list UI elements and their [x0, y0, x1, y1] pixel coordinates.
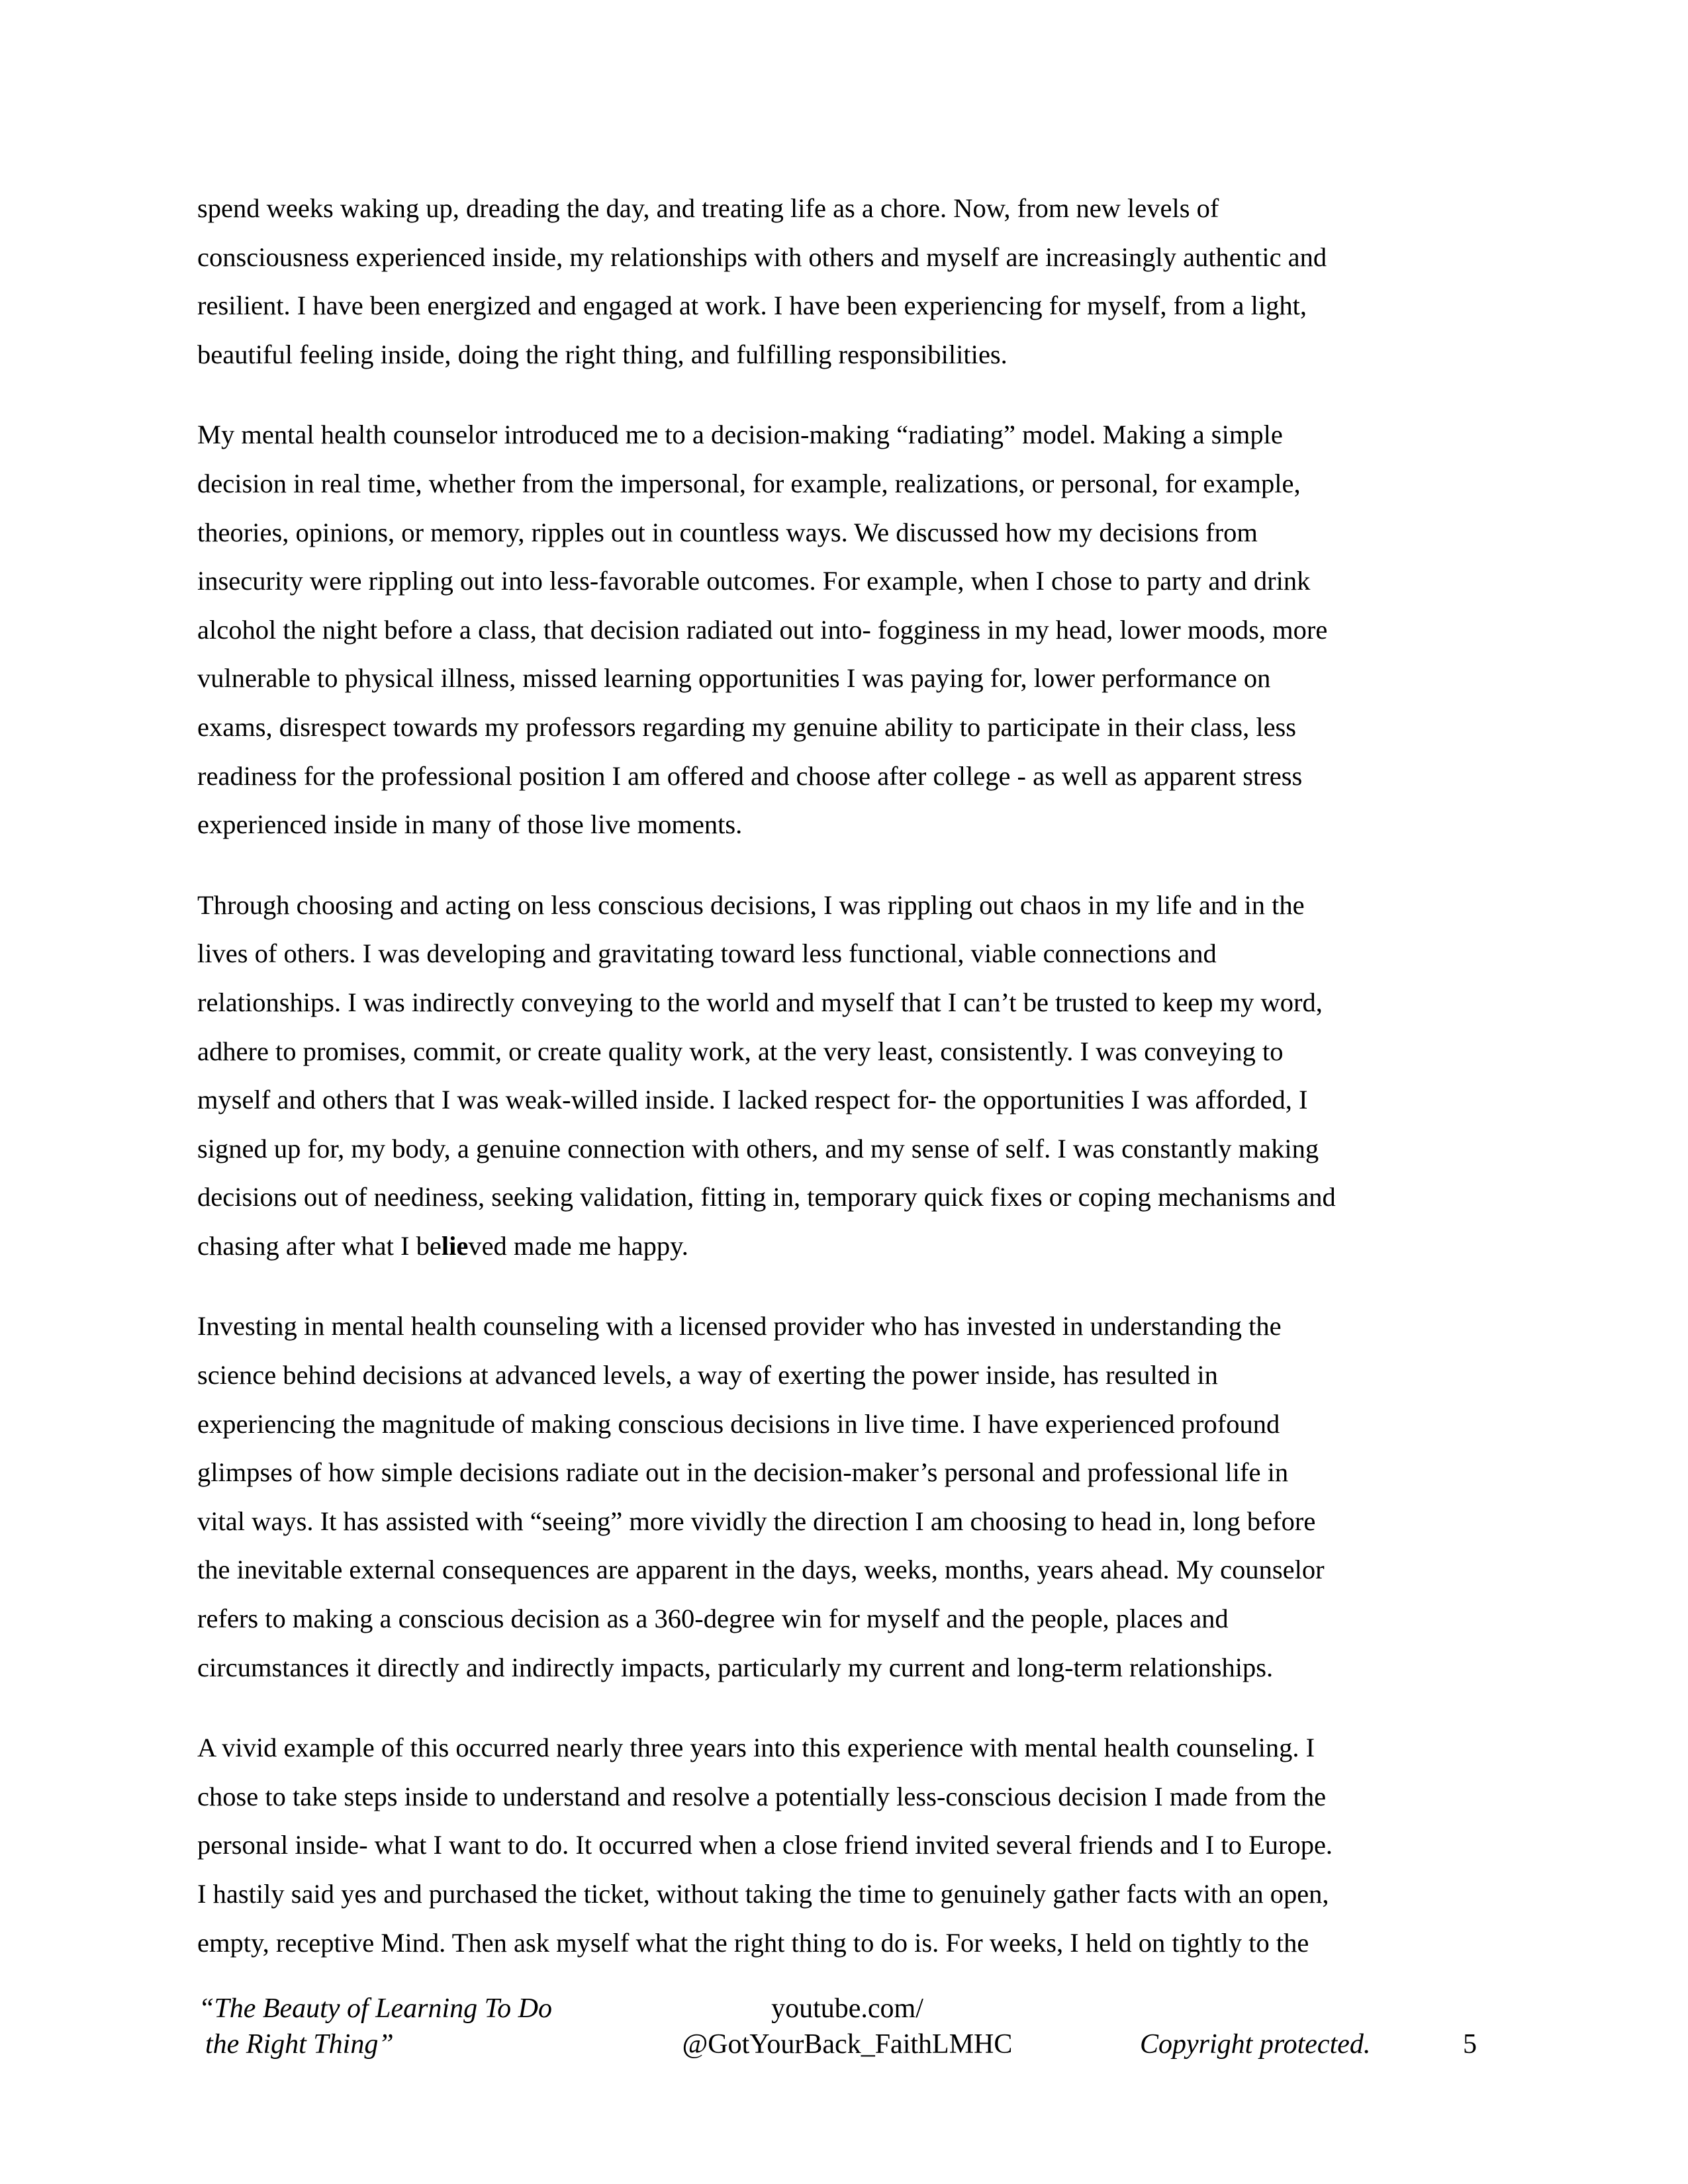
text-run: resilient. I have been energized and engaged at work. I have been experiencing for myself, from a light,	[197, 291, 1307, 321]
text-line	[197, 1351, 1495, 1400]
text-run: ved made me happy.	[468, 1230, 688, 1261]
paragraph-5	[197, 1723, 1495, 1967]
text-line	[197, 281, 1495, 330]
text-line	[197, 703, 1495, 752]
text-run: My mental health counselor introduced me to a decision-making “radiating” model. Making a simple	[197, 420, 1283, 450]
text-line	[197, 606, 1495, 655]
text-run: I hastily said yes and purchased the ticket, without taking the time to genuinely gather facts with an open,	[197, 1879, 1329, 1909]
text-line	[197, 1124, 1495, 1173]
text-run: chose to take steps inside to understand and resolve a potentially less-conscious decision I made from the	[197, 1781, 1327, 1811]
footer-book-title	[199, 1991, 552, 2062]
text-run: consciousness experienced inside, my relationships with others and myself are increasingly authentic and	[197, 242, 1327, 272]
text-line	[197, 508, 1495, 557]
text-line	[197, 410, 1495, 459]
text-line	[197, 557, 1495, 606]
text-run: experiencing the magnitude of making conscious decisions in live time. I have experienced profound	[197, 1408, 1280, 1439]
text-run: signed up for, my body, a genuine connection with others, and my sense of self. I was constantly making	[197, 1133, 1319, 1163]
text-run: personal inside- what I want to do. It occurred when a close friend invited several friends and I to Europe.	[197, 1830, 1333, 1860]
text-run: refers to making a conscious decision as a 360-degree win for myself and the people, places and	[197, 1604, 1229, 1634]
text-line	[197, 1497, 1495, 1546]
text-line	[197, 654, 1495, 703]
footer-title-line: “The Beauty of Learning To Do	[199, 1993, 552, 2024]
text-run: lives of others. I was developing and gravitating toward less functional, viable connections and	[197, 938, 1217, 969]
text-line	[197, 184, 1495, 233]
text-line	[197, 1173, 1495, 1222]
text-line	[197, 233, 1495, 282]
text-run: alcohol the night before a class, that decision radiated out into- fogginess in my head, lower moods, more	[197, 614, 1328, 645]
text-line	[197, 1400, 1495, 1449]
text-run: theories, opinions, or memory, ripples out in countless ways. We discussed how my decisions from	[197, 517, 1258, 547]
text-line	[197, 800, 1495, 849]
text-line	[197, 1448, 1495, 1497]
text-line	[197, 978, 1495, 1027]
text-run: Investing in mental health counseling with a licensed provider who has invested in understanding the	[197, 1311, 1282, 1342]
text-run: relationships. I was indirectly conveying to the world and myself that I can’t be trusted to keep my word,	[197, 987, 1323, 1017]
footer-channel-line: @GotYourBack_FaithLMHC	[682, 2029, 1013, 2060]
text-run: readiness for the professional position I am offered and choose after college - as well as apparent stress	[197, 760, 1303, 791]
paragraph-1	[197, 184, 1495, 379]
text-line	[197, 1545, 1495, 1594]
text-run: circumstances it directly and indirectly impacts, particularly my current and long-term relationships.	[197, 1652, 1274, 1682]
text-run: glimpses of how simple decisions radiate out in the decision-maker’s personal and professional life in	[197, 1457, 1289, 1488]
text-run: Through choosing and acting on less conscious decisions, I was rippling out chaos in my life and in the	[197, 889, 1305, 920]
text-line	[197, 1772, 1495, 1821]
text-run: decision in real time, whether from the impersonal, for example, realizations, or personal, for example,	[197, 468, 1301, 498]
text-run: the inevitable external consequences are apparent in the days, weeks, months, years ahead. My counselor	[197, 1555, 1325, 1585]
text-line	[197, 752, 1495, 801]
text-line	[197, 1919, 1495, 1968]
text-line	[197, 881, 1495, 930]
text-line	[197, 1643, 1495, 1692]
text-run: A vivid example of this occurred nearly three years into this experience with mental health counseling. I	[197, 1733, 1315, 1763]
text-run: myself and others that I was weak-willed inside. I lacked respect for- the opportunities I was afforded, I	[197, 1085, 1308, 1115]
text-run: chasing after what I be	[197, 1230, 442, 1261]
text-line	[197, 1222, 1495, 1271]
page-footer	[0, 1991, 1688, 2070]
text-run: empty, receptive Mind. Then ask myself what the right thing to do is. For weeks, I held on tightly to the	[197, 1927, 1309, 1958]
text-run: beautiful feeling inside, doing the right thing, and fulfilling responsibilities.	[197, 339, 1008, 369]
text-line	[197, 330, 1495, 379]
text-line	[197, 929, 1495, 978]
text-line	[197, 1594, 1495, 1643]
page-number: 5	[1463, 2029, 1477, 2060]
text-run: adhere to promises, commit, or create quality work, at the very least, consistently. I was conveying to	[197, 1036, 1284, 1066]
emphasis-text: lie	[441, 1230, 469, 1261]
text-line	[197, 1821, 1495, 1870]
paragraph-3	[197, 881, 1495, 1271]
text-run: decisions out of neediness, seeking validation, fitting in, temporary quick fixes or coping mechanisms and	[197, 1182, 1336, 1212]
text-run: vital ways. It has assisted with “seeing” more vividly the direction I am choosing to head in, long before	[197, 1506, 1316, 1536]
footer-channel-link[interactable]	[662, 1991, 1033, 2062]
paragraph-2	[197, 410, 1495, 848]
text-line	[197, 1075, 1495, 1124]
footer-channel-line: youtube.com/	[771, 1993, 923, 2024]
text-run: exams, disrespect towards my professors regarding my genuine ability to participate in their class, less	[197, 711, 1297, 742]
text-line	[197, 459, 1495, 508]
paragraph-4	[197, 1302, 1495, 1692]
text-run: spend weeks waking up, dreading the day, and treating life as a chore. Now, from new levels of	[197, 193, 1219, 223]
body-text	[197, 184, 1495, 1999]
text-run: experienced inside in many of those live moments.	[197, 809, 743, 840]
text-line	[197, 1302, 1495, 1351]
footer-title-line: the Right Thing”	[205, 2029, 394, 2060]
text-run: vulnerable to physical illness, missed learning opportunities I was paying for, lower performance on	[197, 663, 1271, 694]
text-run: science behind decisions at advanced levels, a way of exerting the power inside, has resulted in	[197, 1360, 1218, 1390]
footer-copyright: Copyright protected.	[1140, 2029, 1371, 2060]
text-line	[197, 1723, 1495, 1772]
text-line	[197, 1870, 1495, 1919]
text-run: insecurity were rippling out into less-favorable outcomes. For example, when I chose to party and drink	[197, 566, 1311, 596]
text-line	[197, 1027, 1495, 1076]
